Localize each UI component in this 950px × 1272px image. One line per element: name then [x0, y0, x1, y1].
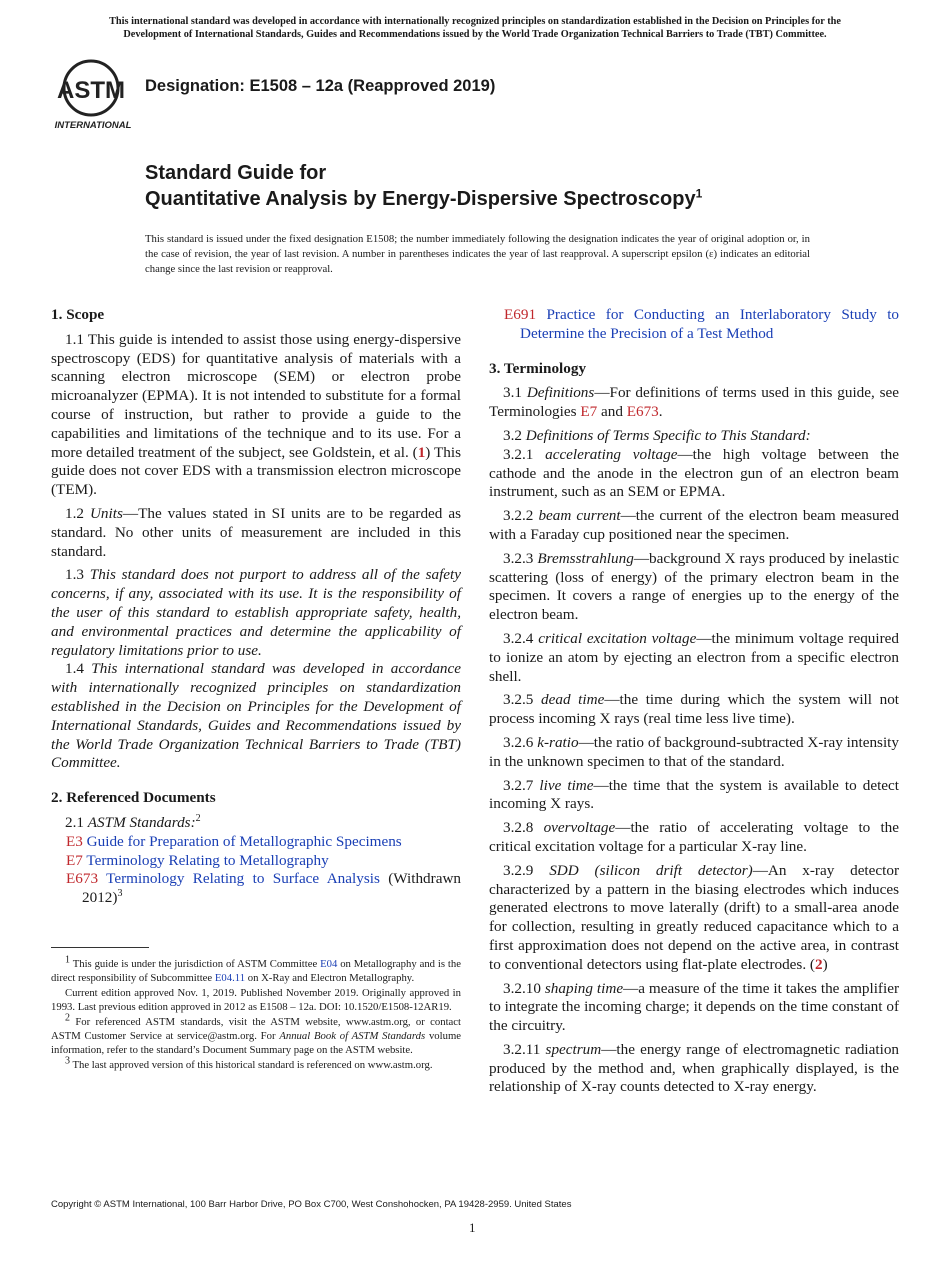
subcommittee-link[interactable]: E04.11: [214, 971, 246, 984]
right-column: [489, 306, 899, 1102]
page-number: 1: [469, 1220, 476, 1235]
footnote-1: $^1$ This guide is under the jurisdiction of ASTM Committee E04 on Metallography and is the direct responsibility of Subcommittee E04.11 on X-Ray and Electron Metallography.: [51, 954, 461, 984]
title-line2: Quantitative Analysis by Energy-Dispersive Spectroscopy: [145, 188, 696, 210]
def-3-2-2: 3.2.2 beam current—the current of the electron beam measured with a Faraday cup positioned near the specimen.: [489, 507, 899, 543]
footnotes: [51, 954, 461, 1075]
def-3-2-7: 3.2.7 live time—the time that the system is available to detect incoming X rays.: [489, 776, 900, 813]
trade-notice-line2: Development of International Standards, Guides and Recommendations issued by the World Trade Organization Technical Barriers to Trade (TBT) Committee.: [123, 28, 827, 40]
def-3-2-9: 3.2.9 SDD (silicon drift detector)—An x-ray detector characterized by a pattern in the biasing electrodes which induces generated electrons to move laterally (drift) to a small-area anode for collection, resulting in greatly reduced capacitance which to a first approximation does not depend on the active area, in contrast to conventional detectors using flat-plate electrodes. (2): [489, 861, 900, 973]
trade-notice: [40, 16, 910, 41]
left-column: [51, 306, 461, 908]
para-1-4: 1.4 This international standard was developed in accordance with internationally recognized principles on standardization established in the Decision on Principles for the Development of International Standards, Guides and Recommendations issued by the World Trade Organization Technical Barriers to Trade (TBT) Committee.: [51, 660, 462, 772]
astm-logo: [53, 58, 135, 132]
e7-link[interactable]: E7: [580, 403, 598, 421]
para-1-3: 1.3 This standard does not purport to address all of the safety concerns, if any, associated with its use. It is the responsibility of the user of this standard to establish appropriate safety, health, and environmental practices and determine the applicability of regulatory limitations prior to use.: [51, 566, 461, 659]
designation: Designation: E1508 – 12a (Reapproved 2019): [145, 77, 496, 95]
section-3-heading: 3. Terminology: [489, 359, 587, 377]
ref-e7[interactable]: E7 Terminology Relating to Metallography: [66, 851, 329, 869]
ref-e673[interactable]: E673 Terminology Relating to Surface Analysis (Withdrawn 2012)$^3$: [66, 870, 461, 907]
logo-international: INTERNATIONAL: [54, 120, 132, 131]
ref-1-link[interactable]: 1: [417, 443, 426, 461]
def-3-2-8: 3.2.8 overvoltage—the ratio of accelerating voltage to the critical excitation voltage for a particular X-ray line.: [489, 819, 899, 855]
def-3-2-5: 3.2.5 dead time—the time during which the system will not process incoming X rays (real time less live time).: [489, 691, 900, 728]
footnote-rule: [51, 947, 149, 948]
committee-e04-link[interactable]: E04: [320, 958, 338, 970]
def-3-2-11: 3.2.11 spectrum—the energy range of electromagnetic radiation produced by the method and, when graphically displayed, is the relationship of X-ray counts detected to X-ray energy.: [489, 1040, 900, 1096]
para-3-2: 3.2 Definitions of Terms Specific to This Standard:: [503, 426, 811, 444]
footnote-2: $^2$ For referenced ASTM standards, visit the ASTM website, www.astm.org, or contact ASTM Customer Service at service@astm.org. For Annual Book of ASTM Standards volume information, refer to the standard’s Document Summary page on the ASTM website.: [51, 1012, 461, 1056]
def-3-2-6: 3.2.6 k-ratio—the ratio of background-subtracted X-ray intensity in the unknown specimen to that of the standard.: [489, 733, 899, 770]
def-3-2-3: 3.2.3 Bremsstrahlung—background X rays produced by inelastic scattering (loss of energy) of the primary electron beam in the specimen. It covers a range of energies up to the energy of the electron beam.: [489, 549, 899, 624]
ref-e691[interactable]: E691 Practice for Conducting an Interlaboratory Study to Determine the Precision of a Test Method: [504, 306, 900, 342]
logo-mark: ASTM: [57, 77, 125, 104]
footnote-edition: Current edition approved Nov. 1, 2019. Published November 2019. Originally approved in 1993. Last previous edition approved in 2012 as E1508 – 12a. DOI: 10.1520/E1508-12AR19.: [51, 987, 461, 1013]
ref-2-link[interactable]: 2: [815, 955, 823, 973]
def-3-2-10: 3.2.10 shaping time—a measure of the time it takes the amplifier to integrate the incoming charge; it depends on the time constant of the circuitry.: [489, 979, 899, 1035]
title-line1: Standard Guide for: [145, 162, 327, 184]
section-2-heading: 2. Referenced Documents: [51, 789, 216, 807]
footnote-3: $^3$ The last approved version of this historical standard is referenced on www.astm.org.: [65, 1055, 433, 1072]
def-3-2-4: 3.2.4 critical excitation voltage—the minimum voltage required to ionize an atom by ejecting an electron from a specific electron shell.: [489, 629, 899, 685]
issuance-statement: This standard is issued under the fixed designation E1508; the number immediately following the designation indicates the year of original adoption or, in the case of revision, the year of last revision. A number in parentheses indicates the year of last reapproval. A superscript epsilon (ε) indicates an editorial change since the last revision or reapproval.: [145, 233, 810, 275]
section-1-heading: 1. Scope: [51, 306, 105, 323]
para-1-1: 1.1 This guide is intended to assist those using energy-dispersive spectroscopy (EDS) for quantitative analysis of materials with a scanning electron microscope (SEM) or electron probe microanalyzer (EPMA). It is not intended to substitute for a formal course of instruction, but rather to provide a guide to the capabilities and limitations of the technique and to its use. For a more detailed treatment of the subject, see Goldstein, et al. (1) This guide does not cover EDS with a transmission electron microscope (TEM).: [51, 330, 461, 499]
ref-e3[interactable]: E3 Guide for Preparation of Metallographic Specimens: [66, 832, 402, 850]
copyright-footer: Copyright © ASTM International, 100 Barr Harbor Drive, PO Box C700, West Conshohocken, PA 19428-2959. United States: [51, 1199, 572, 1210]
def-3-2-1: 3.2.1 accelerating voltage—the high voltage between the cathode and the anode in the electron gun of an electron beam instrument, such as an SEM or EPMA.: [489, 445, 899, 501]
para-2-1: 2.1 ASTM Standards:$^2$: [65, 812, 201, 831]
document-title: [145, 160, 702, 212]
trade-notice-line1: This international standard was developed in accordance with internationally recognized principles on standardization established in the Decision on Principles for the: [109, 16, 841, 27]
title-footnote-marker: 1: [695, 186, 703, 201]
astm-logo-icon: [53, 58, 135, 132]
para-1-2: 1.2 Units—The values stated in SI units are to be regarded as standard. No other units of measurement are included in this standard.: [51, 504, 461, 560]
para-3-1: 3.1 Definitions—For definitions of terms used in this guide, see Terminologies E7 and E673.: [489, 384, 900, 421]
e673-link[interactable]: E673: [626, 403, 659, 421]
